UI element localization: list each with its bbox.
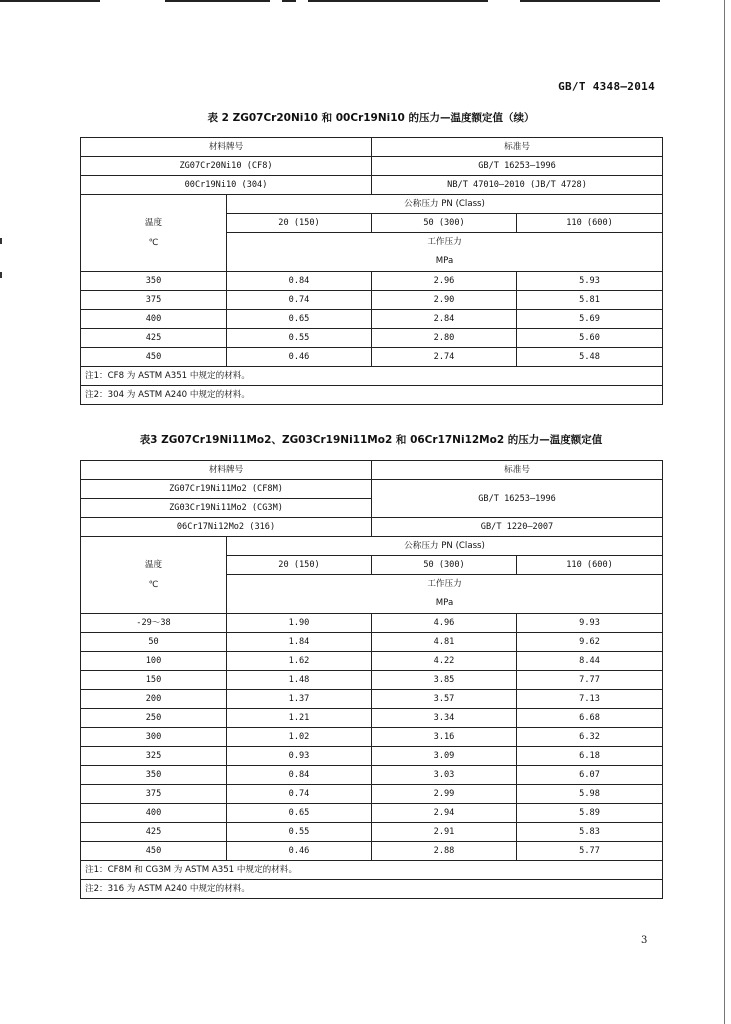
temperature-unit: ℃ xyxy=(148,238,159,248)
table-row xyxy=(81,861,663,880)
material-name: 00Cr19Ni10 (304) xyxy=(81,176,372,195)
pressure-cell: 3.16 xyxy=(372,728,517,747)
temperature-cell: 425 xyxy=(81,329,227,348)
pressure-cell: 1.90 xyxy=(227,614,372,633)
scan-right-border xyxy=(724,0,725,1024)
table-row xyxy=(81,348,663,367)
table-row xyxy=(81,138,663,157)
pressure-cell: 0.74 xyxy=(227,291,372,310)
material-header: 材料牌号 xyxy=(81,138,372,157)
scan-edge-mark xyxy=(0,238,2,244)
pressure-cell: 0.55 xyxy=(227,329,372,348)
material-standard: NB/T 47010—2010 (JB/T 4728) xyxy=(372,176,663,195)
table-row xyxy=(81,310,663,329)
pressure-cell: 5.93 xyxy=(517,272,663,291)
pressure-cell: 2.99 xyxy=(372,785,517,804)
table-row xyxy=(81,176,663,195)
pn-class-header: 公称压力 PN (Class) xyxy=(227,195,663,214)
pressure-cell: 5.48 xyxy=(517,348,663,367)
pressure-cell: 1.62 xyxy=(227,652,372,671)
table-row xyxy=(81,367,663,386)
pressure-cell: 2.91 xyxy=(372,823,517,842)
pressure-cell: 0.84 xyxy=(227,272,372,291)
table-row xyxy=(81,880,663,899)
table-row xyxy=(81,291,663,310)
scan-edge-mark xyxy=(0,272,2,278)
standard-header: 标准号 xyxy=(372,138,663,157)
temperature-cell: 325 xyxy=(81,747,227,766)
pressure-cell: 0.65 xyxy=(227,310,372,329)
table-row xyxy=(81,461,663,480)
table-note: 注1：CF8 为 ASTM A351 中规定的材料。 xyxy=(81,367,663,386)
pressure-cell: 2.88 xyxy=(372,842,517,861)
class-header: 50 (300) xyxy=(372,556,517,575)
class-header: 110 (600) xyxy=(517,214,663,233)
working-pressure-unit: MPa xyxy=(435,598,454,608)
temperature-cell: 450 xyxy=(81,842,227,861)
material-name: ZG03Cr19Ni11Mo2 (CG3M) xyxy=(81,499,372,518)
temperature-cell: -29～38 xyxy=(81,614,227,633)
table-row xyxy=(81,195,663,214)
table-row xyxy=(81,766,663,785)
material-standard: GB/T 16253—1996 xyxy=(372,157,663,176)
document-code: GB/T 4348—2014 xyxy=(558,80,655,93)
pressure-cell: 4.81 xyxy=(372,633,517,652)
table-row xyxy=(81,614,663,633)
class-header: 110 (600) xyxy=(517,556,663,575)
pressure-cell: 3.57 xyxy=(372,690,517,709)
temperature-cell: 375 xyxy=(81,785,227,804)
pressure-cell: 0.55 xyxy=(227,823,372,842)
pressure-cell: 2.94 xyxy=(372,804,517,823)
pressure-cell: 4.96 xyxy=(372,614,517,633)
working-pressure-unit: MPa xyxy=(435,256,454,266)
table-row xyxy=(81,633,663,652)
pressure-cell: 3.09 xyxy=(372,747,517,766)
table-row xyxy=(81,518,663,537)
class-header: 50 (300) xyxy=(372,214,517,233)
pressure-cell: 9.62 xyxy=(517,633,663,652)
temperature-cell: 400 xyxy=(81,804,227,823)
material-name: 06Cr17Ni12Mo2 (316) xyxy=(81,518,372,537)
pressure-cell: 6.07 xyxy=(517,766,663,785)
table-row xyxy=(81,785,663,804)
pressure-cell: 2.74 xyxy=(372,348,517,367)
pressure-cell: 5.81 xyxy=(517,291,663,310)
table-row xyxy=(81,652,663,671)
material-header: 材料牌号 xyxy=(81,461,372,480)
temperature-label: 温度 xyxy=(144,218,163,228)
temperature-cell: 375 xyxy=(81,291,227,310)
table-note: 注2：304 为 ASTM A240 中规定的材料。 xyxy=(81,386,663,405)
material-name: ZG07Cr19Ni11Mo2 (CF8M) xyxy=(81,480,372,499)
pressure-cell: 0.74 xyxy=(227,785,372,804)
pressure-cell: 5.83 xyxy=(517,823,663,842)
pressure-cell: 2.80 xyxy=(372,329,517,348)
pressure-cell: 1.21 xyxy=(227,709,372,728)
pressure-cell: 2.84 xyxy=(372,310,517,329)
standard-header: 标准号 xyxy=(372,461,663,480)
pressure-cell: 5.89 xyxy=(517,804,663,823)
table-note: 注2：316 为 ASTM A240 中规定的材料。 xyxy=(81,880,663,899)
table-row xyxy=(81,480,663,499)
pressure-cell: 6.68 xyxy=(517,709,663,728)
table-row xyxy=(81,272,663,291)
temperature-header xyxy=(81,537,227,614)
pressure-cell: 0.46 xyxy=(227,348,372,367)
working-pressure-header xyxy=(227,575,663,614)
table2-caption: 表 2 ZG07Cr20Ni10 和 00Cr19Ni10 的压力—温度额定值（续） xyxy=(207,112,535,124)
material-name: ZG07Cr20Ni10 (CF8) xyxy=(81,157,372,176)
pressure-cell: 5.60 xyxy=(517,329,663,348)
temperature-cell: 350 xyxy=(81,272,227,291)
pressure-cell: 6.32 xyxy=(517,728,663,747)
temperature-cell: 350 xyxy=(81,766,227,785)
table-row xyxy=(81,842,663,861)
table-note: 注1：CF8M 和 CG3M 为 ASTM A351 中规定的材料。 xyxy=(81,861,663,880)
table-row xyxy=(81,690,663,709)
pressure-cell: 2.96 xyxy=(372,272,517,291)
table-row xyxy=(81,823,663,842)
pressure-cell: 0.65 xyxy=(227,804,372,823)
pressure-cell: 9.93 xyxy=(517,614,663,633)
pressure-cell: 4.22 xyxy=(372,652,517,671)
page-number: 3 xyxy=(641,935,648,946)
table-row xyxy=(81,747,663,766)
working-pressure-header xyxy=(227,233,663,272)
temperature-cell: 250 xyxy=(81,709,227,728)
pn-class-header: 公称压力 PN (Class) xyxy=(227,537,663,556)
temperature-unit: ℃ xyxy=(148,580,159,590)
pressure-cell: 0.46 xyxy=(227,842,372,861)
working-pressure-label: 工作压力 xyxy=(427,237,462,247)
table2 xyxy=(80,137,663,405)
pressure-cell: 0.84 xyxy=(227,766,372,785)
material-standard: GB/T 16253—1996 xyxy=(372,480,663,518)
pressure-cell: 5.98 xyxy=(517,785,663,804)
pressure-cell: 1.48 xyxy=(227,671,372,690)
temperature-cell: 450 xyxy=(81,348,227,367)
temperature-cell: 400 xyxy=(81,310,227,329)
table3 xyxy=(80,460,663,899)
pressure-cell: 1.84 xyxy=(227,633,372,652)
temperature-cell: 200 xyxy=(81,690,227,709)
table3-caption: 表3 ZG07Cr19Ni11Mo2、ZG03Cr19Ni11Mo2 和 06Cr17Ni12Mo2 的压力—温度额定值 xyxy=(139,434,603,446)
temperature-label: 温度 xyxy=(144,560,163,570)
temperature-header xyxy=(81,195,227,272)
pressure-cell: 1.37 xyxy=(227,690,372,709)
table-row xyxy=(81,728,663,747)
table-row xyxy=(81,804,663,823)
pressure-cell: 7.77 xyxy=(517,671,663,690)
pressure-cell: 2.90 xyxy=(372,291,517,310)
scan-top-border xyxy=(0,0,731,3)
working-pressure-label: 工作压力 xyxy=(427,579,462,589)
pressure-cell: 5.69 xyxy=(517,310,663,329)
table-row xyxy=(81,537,663,556)
class-header: 20 (150) xyxy=(227,214,372,233)
table-row xyxy=(81,709,663,728)
pressure-cell: 3.34 xyxy=(372,709,517,728)
table-row xyxy=(81,157,663,176)
pressure-cell: 0.93 xyxy=(227,747,372,766)
table-row xyxy=(81,671,663,690)
table-row xyxy=(81,386,663,405)
temperature-cell: 300 xyxy=(81,728,227,747)
pressure-cell: 3.03 xyxy=(372,766,517,785)
pressure-cell: 3.85 xyxy=(372,671,517,690)
pressure-cell: 7.13 xyxy=(517,690,663,709)
table-row xyxy=(81,329,663,348)
material-standard: GB/T 1220—2007 xyxy=(372,518,663,537)
pressure-cell: 1.02 xyxy=(227,728,372,747)
pressure-cell: 6.18 xyxy=(517,747,663,766)
temperature-cell: 50 xyxy=(81,633,227,652)
pressure-cell: 8.44 xyxy=(517,652,663,671)
temperature-cell: 150 xyxy=(81,671,227,690)
pressure-cell: 5.77 xyxy=(517,842,663,861)
class-header: 20 (150) xyxy=(227,556,372,575)
temperature-cell: 425 xyxy=(81,823,227,842)
temperature-cell: 100 xyxy=(81,652,227,671)
